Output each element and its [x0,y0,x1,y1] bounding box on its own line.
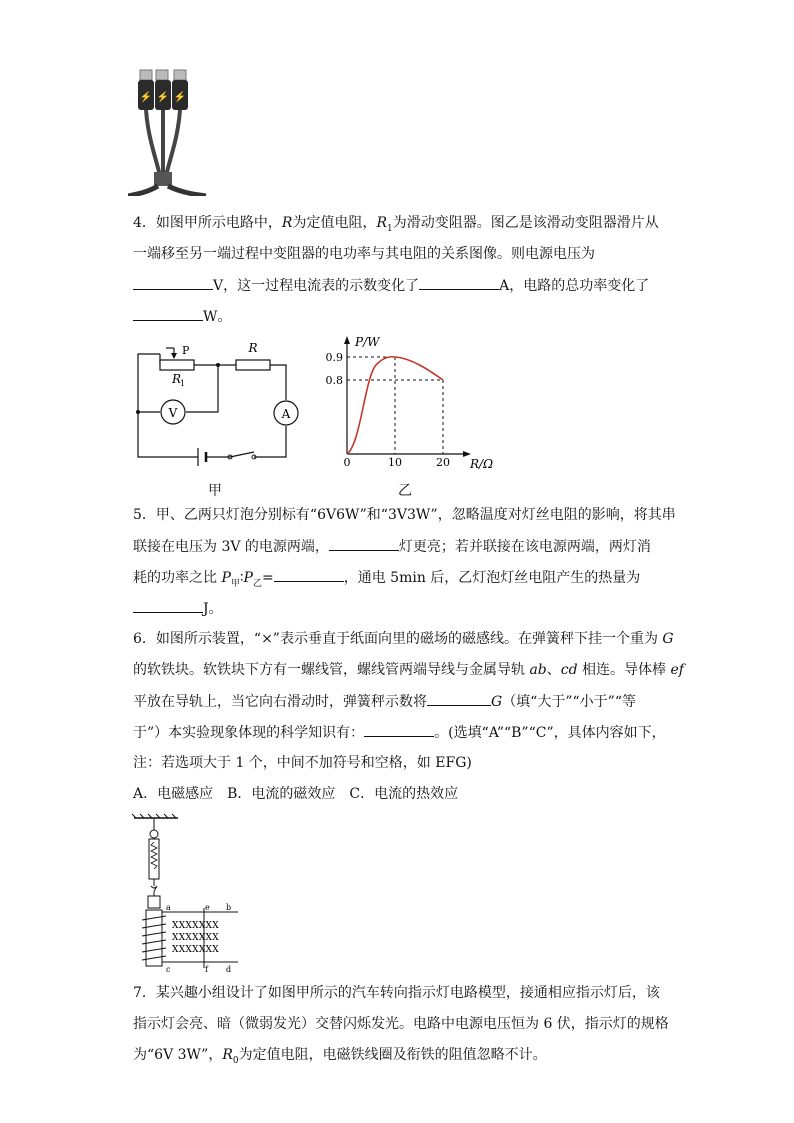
q5-number: 5． [133,507,156,523]
q5-line-1: 5．甲、乙两只灯泡分别标有“6V6W”和“3V3W”，忽略温度对灯丝电阻的影响，将其串 [133,507,676,523]
q5-line-2: 联接在电压为 3V 的电源两端， 灯更亮；若并联接在该电源两端，两灯消 [133,536,651,557]
label-e: e [205,903,210,912]
field-row-2: XXXXXXX [172,933,219,943]
answer-blank[interactable] [133,598,203,613]
answer-blank[interactable] [133,275,213,290]
q6-line-2: 的软铁块。软铁块下方有一螺线管，螺线管两端导线与金属导轨 ab、cd 相连。导体棒 ef [133,662,684,678]
q6-line-4: 于”）本实验现象体现的科学知识有： 。(选填“A”“B”“C”，具体内容如下， [133,722,666,743]
spring-scale-solenoid-figure [128,812,248,977]
answer-blank[interactable] [427,691,491,706]
q7-line-1: 7．某兴趣小组设计了如图甲所示的汽车转向指示灯电路模型，接通相应指示灯后，该 [133,985,660,1001]
svg-text:⚡: ⚡ [156,92,170,103]
q4-line-3: V，这一过程电流表的示数变化了 A，电路的总功率变化了 [133,275,649,296]
charging-cable-image [128,68,208,196]
q6-line-3: 平放在导轨上，当它向右滑动时，弹簧秤示数将 G（填“大于”“小于”“等 [133,691,636,712]
field-row-1: XXXXXXX [172,921,219,931]
label-b: b [226,903,232,912]
x-tick-0: 0 [343,456,351,469]
q7-line-2: 指示灯会亮、暗（微弱发光）交替闪烁发光。电路中电源电压恒为 6 伏，指示灯的规格 [133,1016,669,1032]
fig-caption-jia: 甲 [208,483,222,499]
svg-text:⚡: ⚡ [139,92,153,103]
resistor-R-label: R [248,341,258,355]
y-tick-0.8: 0.8 [325,374,343,387]
resistor-R1-label: R [172,372,182,386]
y-tick-0.9: 0.9 [325,351,343,364]
answer-blank[interactable] [329,536,399,551]
resistor-R1-sub: 1 [180,379,186,388]
svg-text:⚡: ⚡ [173,92,187,103]
label-a: a [166,903,171,912]
q4-line-2: 一端移至另一端过程中变阻器的电功率与其电阻的关系图像。则电源电压为 [133,246,595,262]
q5-line-3: 耗的功率之比 $P_甲∶P_乙=$ ，通电 5min 后，乙灯泡灯丝电阻产生的热量为 [133,567,640,594]
label-f: f [205,965,208,974]
slider-label: P [182,344,190,357]
answer-blank[interactable] [419,275,499,290]
x-tick-10: 10 [388,456,402,469]
q6-options: A．电磁感应 B．电流的磁效应 C．电流的热效应 [133,786,459,802]
q7-number: 7． [133,985,156,1001]
fig-caption-yi: 乙 [398,483,412,499]
q6-number: 6． [133,631,156,647]
field-row-3: XXXXXXX [172,945,219,955]
voltmeter-label: V [168,406,178,420]
q4-line-1: 4．如图甲所示电路中，R为定值电阻，$R_1$为滑动变阻器。图乙是该滑动变阻器滑片从 [133,215,659,234]
x-axis-label: R/Ω [470,457,494,471]
q6-line-1: 6．如图所示装置，“×”表示垂直于纸面向里的磁场的磁感线。在弹簧秤下挂一个重为 G [133,631,674,647]
q4-line-4: W。 [133,306,231,327]
label-c: c [166,965,171,974]
q7-line-3: 为“6V 3W”，$R_0$为定值电阻，电磁铁线圈及衔铁的阻值忽略不计。 [133,1047,547,1066]
q4-number: 4． [133,215,156,231]
circuit-diagram [130,340,310,470]
power-resistance-graph [325,334,505,474]
q6-line-5: 注：若选项大于 1 个，中间不加符号和空格，如 EFG) [133,755,472,771]
ammeter-label: A [281,407,291,421]
answer-blank[interactable] [364,722,434,737]
answer-blank[interactable] [133,306,203,321]
label-d: d [226,965,232,974]
answer-blank[interactable] [274,567,344,582]
q5-line-4: J。 [133,598,223,619]
y-axis-label: P/W [355,335,380,349]
x-tick-20: 20 [436,456,450,469]
